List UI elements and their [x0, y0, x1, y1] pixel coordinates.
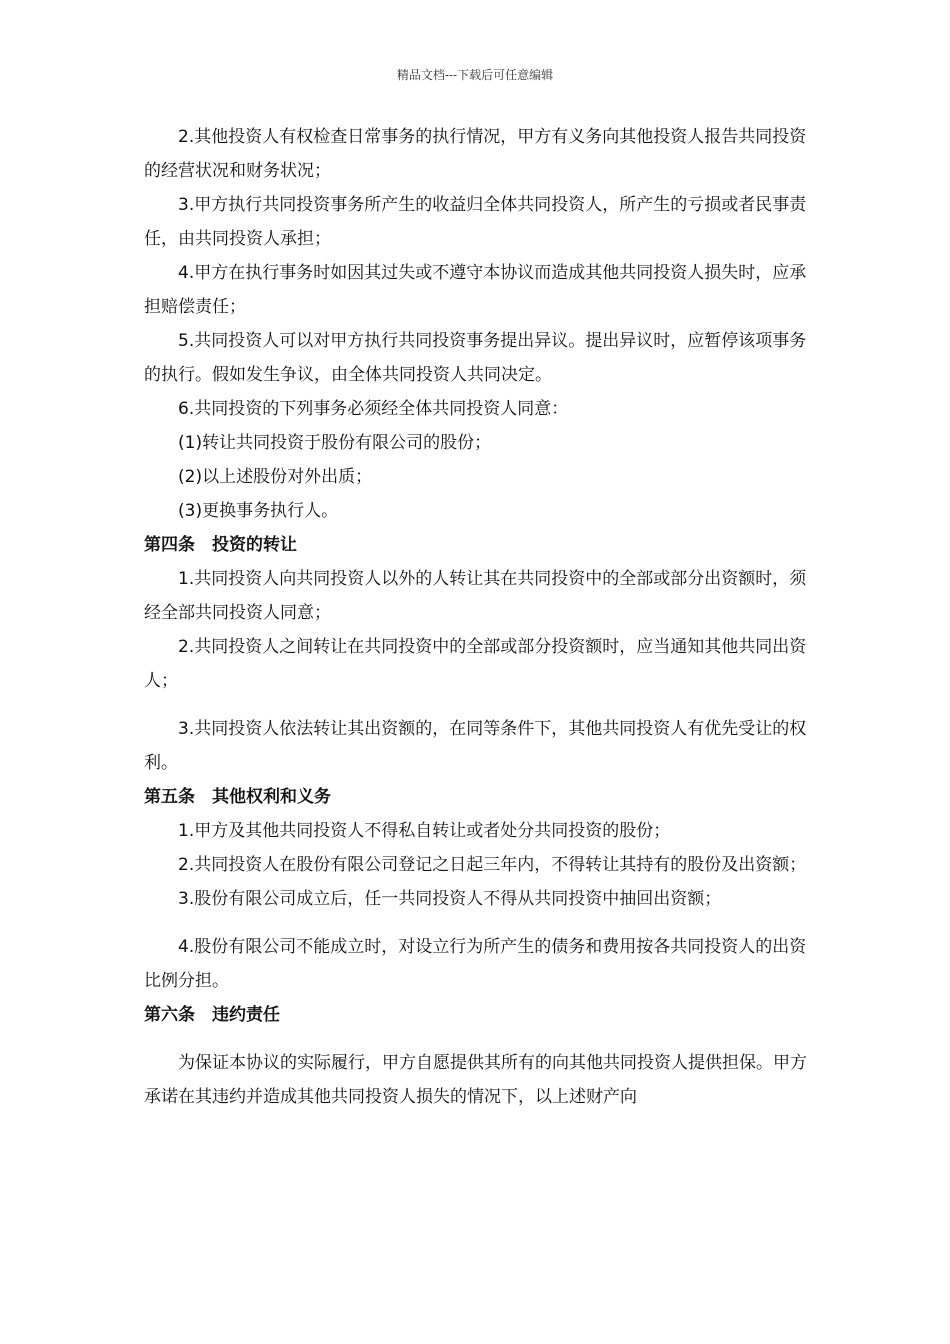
clause-item: 6.共同投资的下列事务必须经全体共同投资人同意： — [178, 399, 569, 419]
document-body — [144, 120, 808, 1114]
clause-item: 1.甲方及其他共同投资人不得私自转让或者处分共同投资的股份； — [178, 821, 671, 841]
clause-item: 3.共同投资人依法转让其出资额的，在同等条件下，其他共同投资人有优先受让的权利。 — [144, 719, 807, 773]
clause-item: 4.股份有限公司不能成立时，对设立行为所产生的债务和费用按各共同投资人的出资比例分担。 — [144, 937, 807, 991]
clause-subitem: (1)转让共同投资于股份有限公司的股份； — [178, 433, 492, 453]
page-header: 精品文档---下载后可任意编辑 — [396, 68, 554, 82]
clause-subitem: (2)以上述股份对外出质； — [178, 467, 373, 487]
section-heading: 第五条 其他权利和义务 — [144, 787, 331, 807]
clause-item: 2.共同投资人之间转让在共同投资中的全部或部分投资额时，应当通知其他共同出资人； — [144, 637, 807, 691]
clause-subitem: (3)更换事务执行人。 — [178, 501, 339, 521]
section-heading: 第四条 投资的转让 — [144, 535, 297, 555]
clause-item: 4.甲方在执行事务时如因其过失或不遵守本协议而造成其他共同投资人损失时，应承担赔偿责任； — [144, 263, 807, 317]
clause-item: 3.股份有限公司成立后，任一共同投资人不得从共同投资中抽回出资额； — [178, 889, 722, 909]
clause-item: 1.共同投资人向共同投资人以外的人转让其在共同投资中的全部或部分出资额时，须经全部共同投资人同意； — [144, 569, 807, 623]
clause-item: 2.其他投资人有权检查日常事务的执行情况，甲方有义务向其他投资人报告共同投资的经营状况和财务状况； — [144, 127, 807, 181]
clause-item: 为保证本协议的实际履行，甲方自愿提供其所有的向其他共同投资人提供担保。甲方承诺在其违约并造成其他共同投资人损失的情况下，以上述财产向 — [144, 1053, 807, 1107]
clause-item: 2.共同投资人在股份有限公司登记之日起三年内，不得转让其持有的股份及出资额； — [178, 855, 807, 875]
clause-item: 5.共同投资人可以对甲方执行共同投资事务提出异议。提出异议时，应暂停该项事务的执行。假如发生争议，由全体共同投资人共同决定。 — [144, 331, 807, 385]
clause-item: 3.甲方执行共同投资事务所产生的收益归全体共同投资人，所产生的亏损或者民事责任，由共同投资人承担； — [144, 195, 807, 249]
section-heading: 第六条 违约责任 — [144, 1005, 280, 1025]
